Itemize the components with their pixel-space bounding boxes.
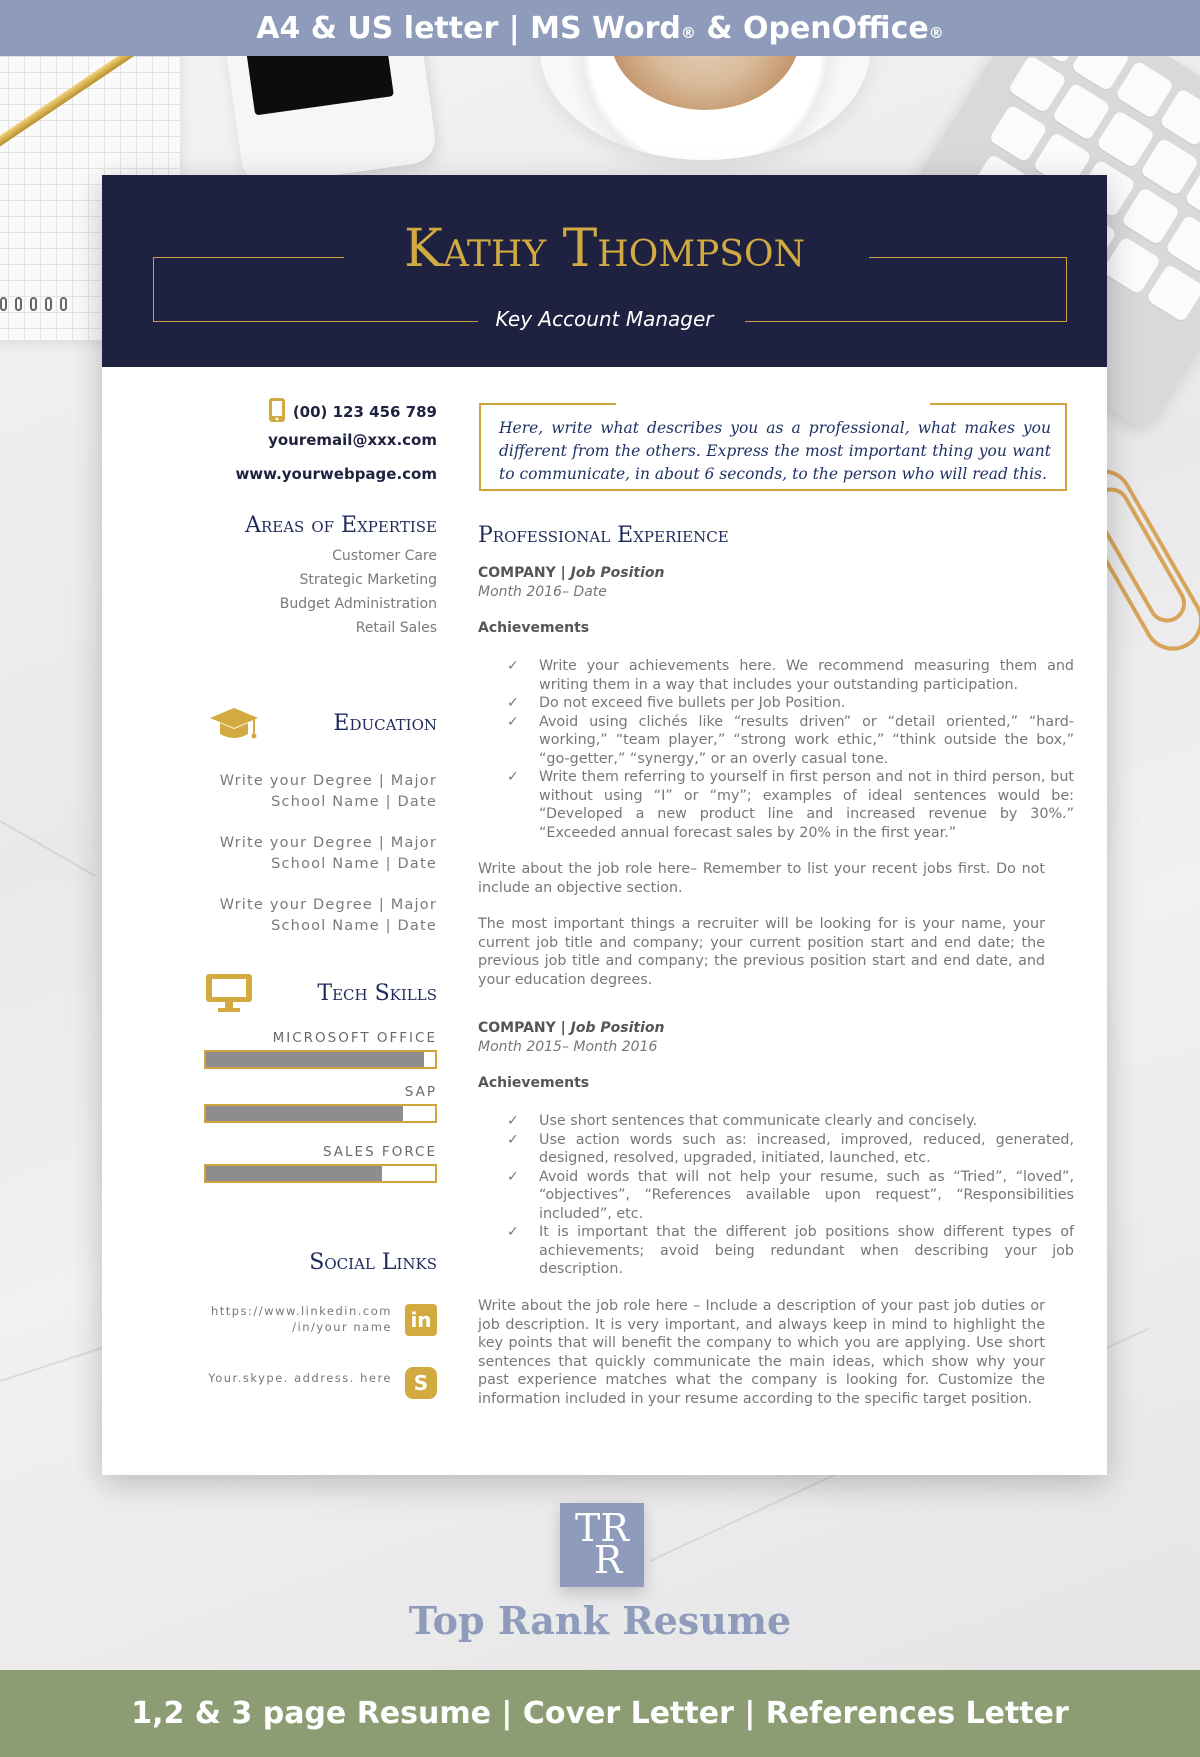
candidate-title: Key Account Manager xyxy=(495,307,714,331)
phone-number: (00) 123 456 789 xyxy=(292,403,437,421)
skill-bar xyxy=(204,1164,437,1183)
top-banner-text: A4 & US letter | MS Word xyxy=(256,11,681,46)
expertise-item: Customer Care xyxy=(332,548,437,564)
resume-sheet xyxy=(102,175,1107,1475)
achievement-item xyxy=(507,1223,1074,1279)
job-description: The most important things a recruiter will be looking for is your name, your current job title and company; your current position start and end date; the previous job title and company; the previous position start and end date, and your education degrees. xyxy=(478,916,1045,988)
expertise-item: Budget Administration xyxy=(279,596,437,612)
registered-mark: ® xyxy=(928,24,944,42)
achievement-text: Use short sentences that communicate clearly and concisely. xyxy=(539,1113,978,1129)
achievement-text: Write your achievements here. We recommend measuring them and writing them in a way that includes your outstanding participation. xyxy=(539,658,1074,693)
education-school: School Name | Date xyxy=(271,918,437,934)
education-school: School Name | Date xyxy=(271,856,437,872)
skill-bar-fill xyxy=(206,1166,382,1181)
job-dates: Month 2015– Month 2016 xyxy=(478,1039,658,1055)
skill-label: SAP xyxy=(404,1084,437,1100)
monitor-icon xyxy=(204,972,254,1014)
experience-heading: Professional Experience xyxy=(478,523,729,548)
achievement-text: Avoid words that will not help your resume, such as “Tried”, “loved”, “objectives”, “References available upon request”, “Responsibilities included”, etc. xyxy=(539,1168,1074,1222)
achievement-text: Write them referring to yourself in first person and not in third person, but without using “I” or “my”; examples of ideal sentences would be: “Developed a new product line and increased revenue by 30%.” “Exceeded annual forecast sales by 20% in the first year.” xyxy=(539,769,1074,841)
achievements-list xyxy=(507,657,1074,842)
skill-bar xyxy=(204,1050,437,1069)
check-icon: ✓ xyxy=(507,695,519,711)
achievement-text: Use action words such as: increased, improved, reduced, generated, designed, resolved, upgraded, initiated, launched, etc. xyxy=(539,1131,1074,1166)
registered-mark: ® xyxy=(680,24,696,42)
linkedin-url-line1: https://www.linkedin.com xyxy=(210,1304,392,1318)
company-name: COMPANY | xyxy=(478,1020,566,1036)
company-name: COMPANY | xyxy=(478,565,566,581)
graduation-cap-icon xyxy=(208,706,260,744)
linkedin-link[interactable] xyxy=(211,1303,392,1335)
linkedin-url-line2: /in/your name xyxy=(292,1320,392,1334)
education-degree: Write your Degree | Major xyxy=(219,835,437,851)
achievement-item xyxy=(507,1168,1074,1224)
check-icon: ✓ xyxy=(507,1168,519,1185)
job-dates: Month 2016– Date xyxy=(478,584,607,600)
check-icon: ✓ xyxy=(507,1224,519,1240)
education-degree: Write your Degree | Major xyxy=(219,897,437,913)
skill-bar-fill xyxy=(206,1052,424,1067)
notebook-rings xyxy=(0,296,110,316)
education-heading: Education xyxy=(333,711,437,736)
logo-letters: R xyxy=(593,1538,623,1582)
linkedin-icon[interactable]: in xyxy=(405,1304,437,1336)
top-banner-text-2: & OpenOffice xyxy=(695,11,929,46)
job-company xyxy=(478,565,664,581)
expertise-item: Strategic Marketing xyxy=(299,572,437,588)
tech-skills-heading: Tech Skills xyxy=(317,981,437,1006)
job-description: Write about the job role here – Include a description of your past job duties or job description. It is very important, and always keep in mind to highlight the key points that will benefit the company to which you are applying. Use short sentences that quickly communicate the main ideas, which show why your past experience matches what the company is looking for. Customize the information included in your resume according to the specific target position. xyxy=(478,1298,1045,1407)
logo-letters: TR xyxy=(575,1506,629,1550)
check-icon: ✓ xyxy=(507,713,519,730)
achievement-item xyxy=(507,657,1074,694)
contact-web: www.yourwebpage.com xyxy=(235,465,437,483)
skill-label: SALES FORCE xyxy=(322,1144,437,1160)
achievement-text: It is important that the different job positions show different types of achievements; avoid being redundant when describing your job description. xyxy=(539,1224,1074,1277)
check-icon: ✓ xyxy=(507,1131,519,1148)
education-entry xyxy=(220,895,437,937)
skype-icon[interactable]: S xyxy=(405,1367,437,1399)
check-icon: ✓ xyxy=(507,1113,519,1129)
brand-name: Top Rank Resume xyxy=(408,1598,792,1643)
achievement-item xyxy=(507,768,1074,842)
achievement-text: Do not exceed five bullets per Job Position. xyxy=(539,695,846,711)
education-degree: Write your Degree | Major xyxy=(219,773,437,789)
achievement-text: Avoid using clichés like “results driven” or “detail oriented,” “hard-working,” “team player,” “strong work ethic,” “think outside the box,” “go-getter,” “synergy,” or an overly casual tone. xyxy=(539,713,1074,767)
skill-bar-fill xyxy=(206,1106,403,1121)
achievements-list xyxy=(507,1112,1074,1279)
phone-icon xyxy=(267,397,287,423)
left-column xyxy=(102,367,437,1467)
job-company xyxy=(478,1020,664,1036)
social-links-heading: Social Links xyxy=(309,1250,437,1275)
achievement-item xyxy=(507,713,1074,769)
education-school: School Name | Date xyxy=(271,794,437,810)
check-icon: ✓ xyxy=(507,658,519,674)
summary-box xyxy=(479,403,1067,491)
job-position: Job Position xyxy=(570,1020,665,1036)
contact-email: youremail@xxx.com xyxy=(268,431,437,449)
education-entry xyxy=(220,833,437,875)
summary-frame-line xyxy=(481,403,616,405)
bottom-banner: 1,2 & 3 page Resume | Cover Letter | References Letter xyxy=(0,1670,1200,1757)
skype-link[interactable]: Your.skype. address. here xyxy=(208,1371,392,1385)
job-description: Write about the job role here– Remember to list your recent jobs first. Do not include an objective section. xyxy=(478,861,1045,896)
candidate-name: Kathy Thompson xyxy=(404,219,805,279)
skill-bar xyxy=(204,1104,437,1123)
summary-text: Here, write what describes you as a professional, what makes you different from the others. Express the most important thing you want to communicate, in about 6 seconds, to the person who will read this. xyxy=(499,419,1051,483)
logo-mark xyxy=(560,1503,644,1587)
contact-phone xyxy=(267,397,437,423)
resume-header xyxy=(102,175,1107,367)
top-banner xyxy=(0,0,1200,56)
education-entry xyxy=(220,771,437,813)
achievement-item xyxy=(507,694,1074,713)
expertise-item: Retail Sales xyxy=(355,620,437,636)
expertise-heading: Areas of Expertise xyxy=(245,513,437,538)
summary-frame-line xyxy=(930,403,1065,405)
job-position: Job Position xyxy=(570,565,665,581)
achievement-item xyxy=(507,1131,1074,1168)
skill-label: MICROSOFT OFFICE xyxy=(272,1030,437,1046)
achievements-label: Achievements xyxy=(478,620,590,636)
achievement-item xyxy=(507,1112,1074,1131)
marble-vein xyxy=(0,820,96,877)
achievements-label: Achievements xyxy=(478,1075,590,1091)
check-icon: ✓ xyxy=(507,769,519,785)
